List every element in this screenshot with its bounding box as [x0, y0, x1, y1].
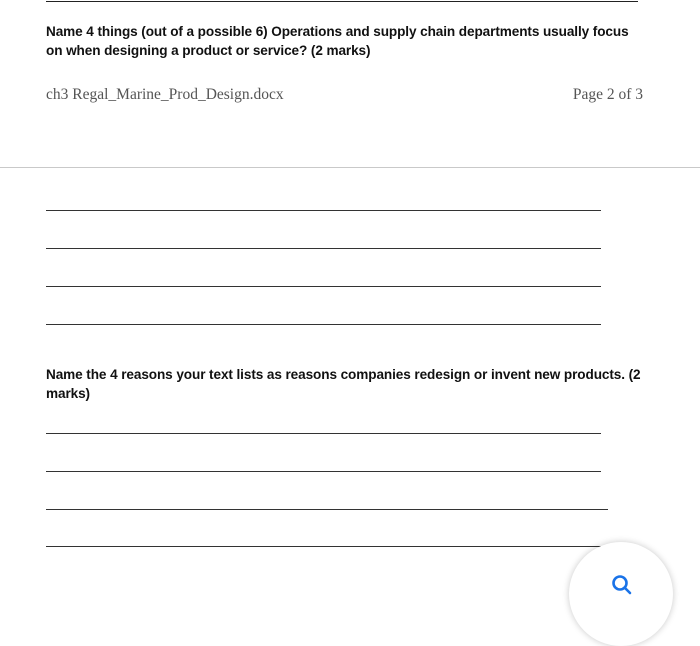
answer-line-q1-1[interactable] [46, 210, 601, 211]
search-icon [609, 574, 633, 598]
top-rule [46, 1, 638, 2]
answer-line-q1-4[interactable] [46, 324, 601, 325]
question-1-text: Name 4 things (out of a possible 6) Operations and supply chain departments usually focus on when designing a product or service? (2 marks) [46, 24, 629, 58]
answer-line-q2-2[interactable] [46, 471, 601, 472]
zoom-button[interactable] [569, 542, 673, 646]
question-2-text: Name the 4 reasons your text lists as reasons companies redesign or invent new products. (2 marks) [46, 367, 641, 401]
answer-line-q1-2[interactable] [46, 248, 601, 249]
answer-line-q2-4[interactable] [46, 546, 601, 547]
answer-line-q1-3[interactable] [46, 286, 601, 287]
page-break-divider [0, 167, 700, 168]
footer-filename: ch3 Regal_Marine_Prod_Design.docx [46, 86, 284, 103]
footer-page-number: Page 2 of 3 [572, 86, 643, 103]
answer-line-q2-1[interactable] [46, 433, 601, 434]
answer-line-q2-3[interactable] [46, 509, 608, 510]
